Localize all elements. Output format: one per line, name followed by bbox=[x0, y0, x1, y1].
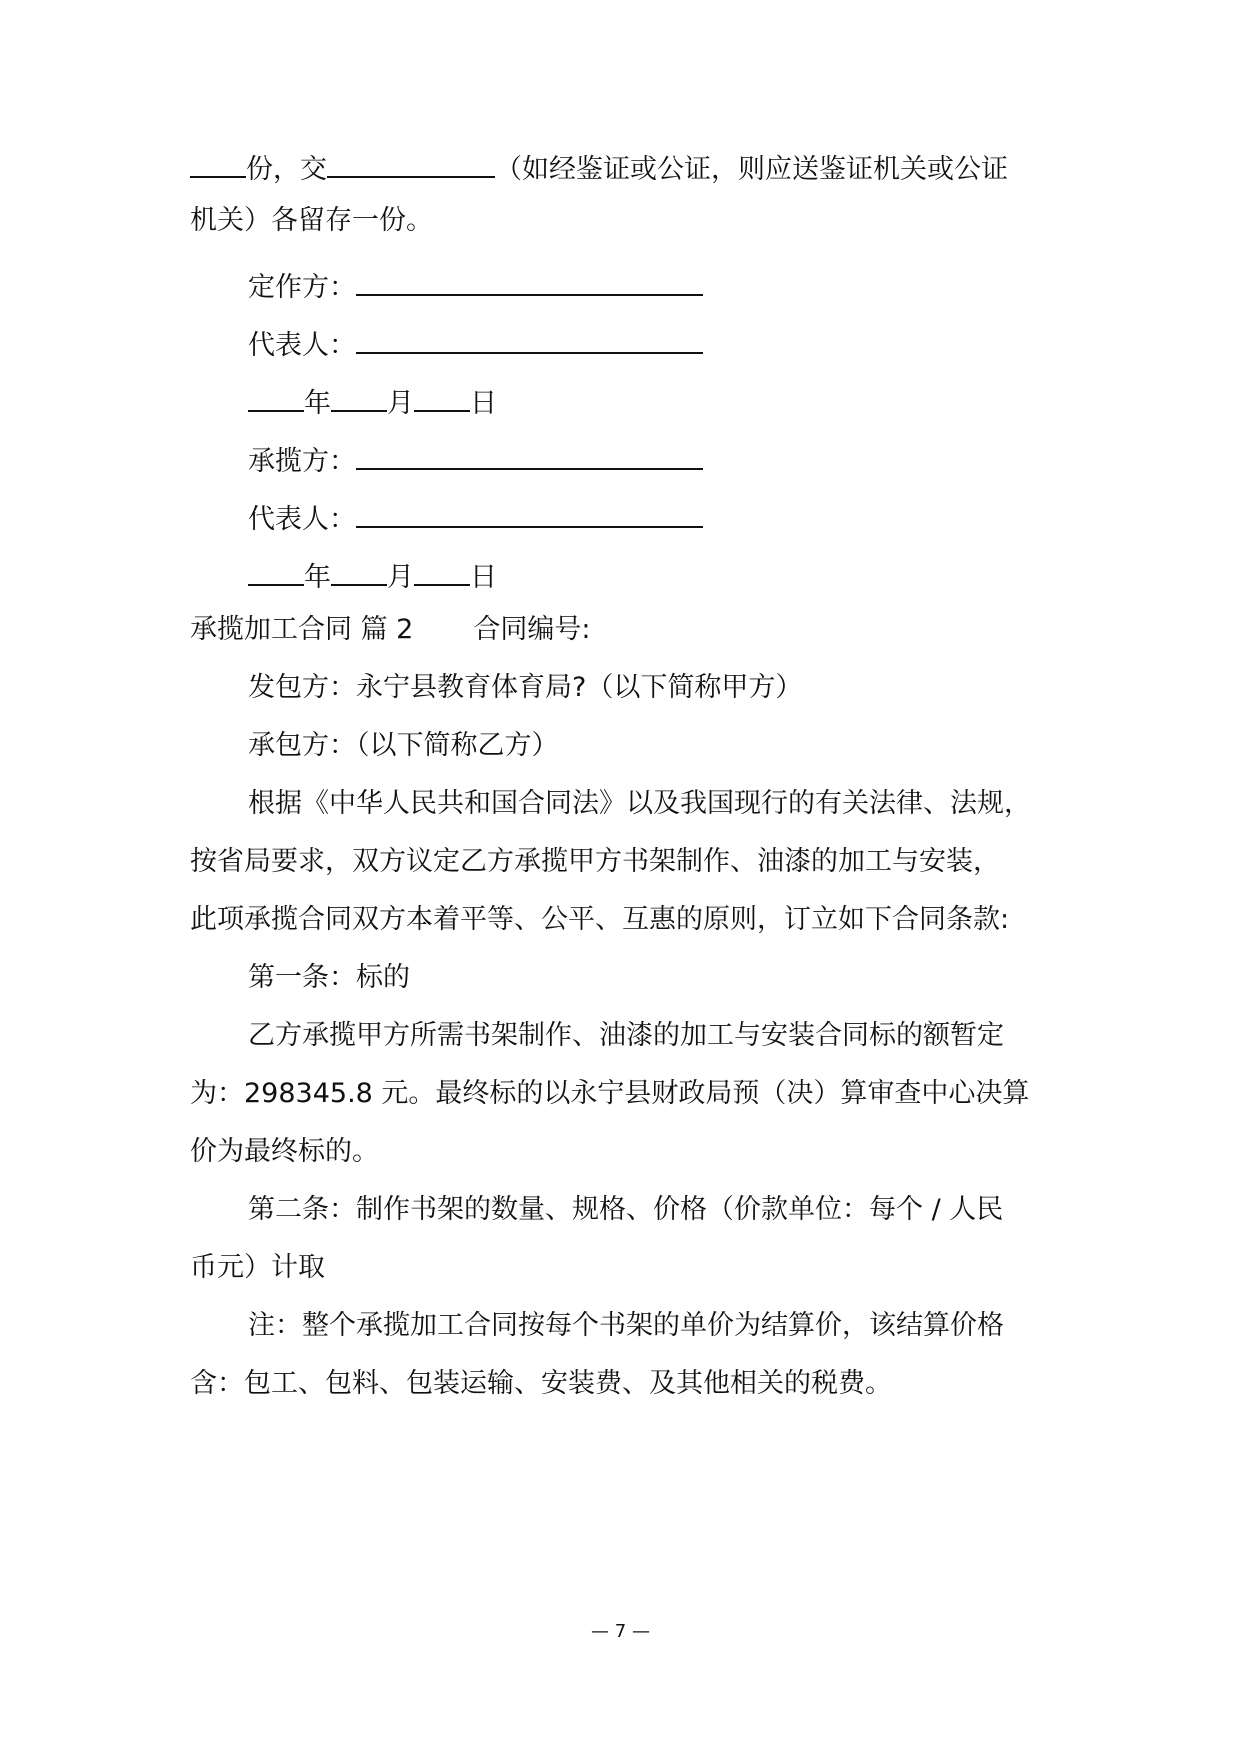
party-b-label: 承揽方： bbox=[248, 446, 356, 477]
article-1-line-1: 乙方承揽甲方所需书架制作、油漆的加工与安装合同标的额暂定 bbox=[248, 1020, 1004, 1051]
copies-blank bbox=[190, 146, 246, 178]
paragraph-1-line-1: 根据《中华人民共和国合同法》以及我国现行的有关法律、法规， bbox=[248, 788, 1031, 819]
day-2-blank bbox=[414, 554, 470, 586]
day-1-label: 日 bbox=[470, 388, 497, 419]
section-heading bbox=[190, 612, 590, 648]
year-2-label: 年 bbox=[304, 562, 331, 593]
notarize-text: （如经鉴证或公证，则应送鉴证机关或公证 bbox=[495, 154, 1008, 185]
archive-line: 机关）各留存一份。 bbox=[190, 205, 433, 236]
rep-2-line bbox=[248, 496, 703, 538]
copies-text: 份，交 bbox=[246, 154, 327, 185]
month-2-blank bbox=[331, 554, 387, 586]
copies-line bbox=[190, 146, 1008, 188]
paragraph-1-line-3: 此项承揽合同双方本着平等、公平、互惠的原则，订立如下合同条款: bbox=[190, 904, 1010, 935]
contractor-line: 承包方：（以下简称乙方） bbox=[248, 730, 559, 761]
article-1-title: 第一条：标的 bbox=[248, 962, 410, 993]
rep-2-label: 代表人： bbox=[248, 504, 356, 535]
day-2-label: 日 bbox=[470, 562, 497, 593]
party-a-line bbox=[248, 264, 703, 306]
day-1-blank bbox=[414, 380, 470, 412]
party-a-blank bbox=[356, 264, 703, 296]
year-2-blank bbox=[248, 554, 304, 586]
party-a-label: 定作方： bbox=[248, 272, 356, 303]
note-line-1: 注：整个承揽加工合同按每个书架的单价为结算价，该结算价格 bbox=[248, 1310, 1004, 1341]
heading-text: 承揽加工合同 篇 2 bbox=[190, 614, 414, 645]
year-1-blank bbox=[248, 380, 304, 412]
contract-number-label: 合同编号: bbox=[473, 614, 591, 645]
article-1-line-2: 为：298345.8 元。最终标的以永宁县财政局预（决）算审查中心决算 bbox=[190, 1078, 1030, 1109]
month-1-blank bbox=[331, 380, 387, 412]
issuer-line: 发包方：永宁县教育体育局?（以下简称甲方） bbox=[248, 672, 803, 703]
article-2-line-1: 第二条：制作书架的数量、规格、价格（价款单位：每个 / 人民 bbox=[248, 1194, 1004, 1225]
paragraph-1-line-2: 按省局要求，双方议定乙方承揽甲方书架制作、油漆的加工与安装， bbox=[190, 846, 1000, 877]
month-2-label: 月 bbox=[387, 562, 414, 593]
rep-1-label: 代表人： bbox=[248, 330, 356, 361]
party-b-line bbox=[248, 438, 703, 480]
note-line-2: 含：包工、包料、包装运输、安装费、及其他相关的税费。 bbox=[190, 1368, 892, 1399]
date-2-line bbox=[248, 554, 497, 596]
year-1-label: 年 bbox=[304, 388, 331, 419]
party-b-blank bbox=[356, 438, 703, 470]
page-number: — 7 — bbox=[591, 1621, 650, 1642]
month-1-label: 月 bbox=[387, 388, 414, 419]
deliver-blank bbox=[327, 146, 495, 178]
date-1-line bbox=[248, 380, 497, 422]
rep-1-line bbox=[248, 322, 703, 364]
rep-1-blank bbox=[356, 322, 703, 354]
article-1-line-3: 价为最终标的。 bbox=[190, 1136, 379, 1167]
rep-2-blank bbox=[356, 496, 703, 528]
article-2-line-2: 币元）计取 bbox=[190, 1252, 325, 1283]
